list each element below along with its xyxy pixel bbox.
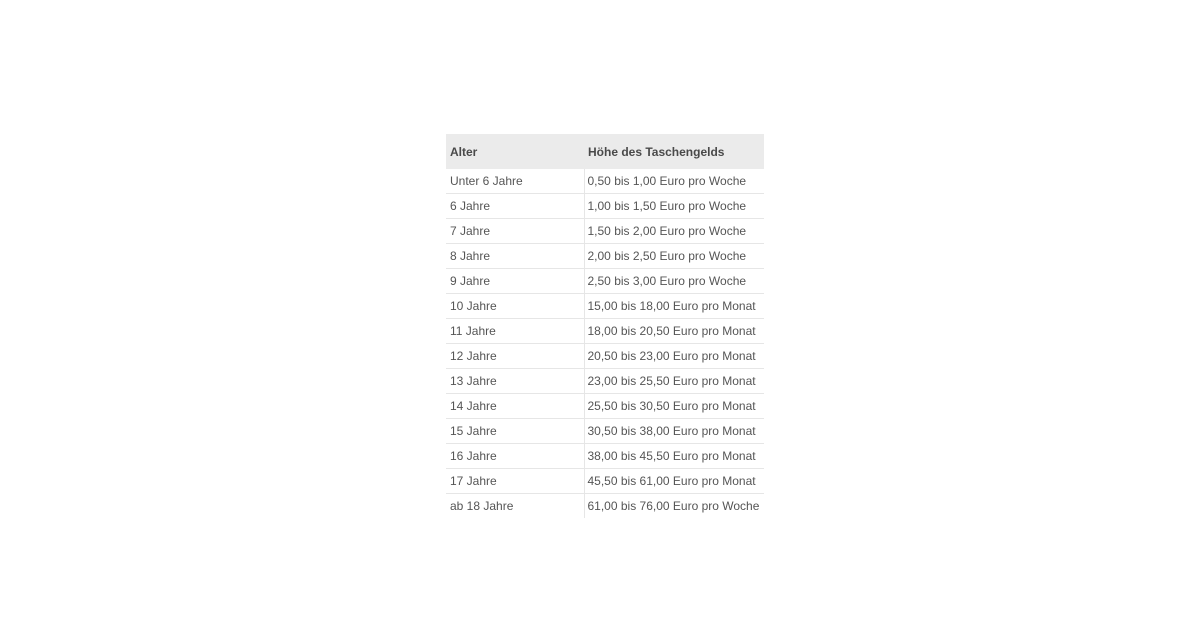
- allowance-table: [446, 134, 764, 518]
- amount-cell: 23,00 bis 25,50 Euro pro Monat: [584, 369, 764, 394]
- amount-cell: 18,00 bis 20,50 Euro pro Monat: [584, 319, 764, 344]
- table-row: [446, 419, 764, 444]
- table-row: [446, 219, 764, 244]
- amount-cell: 20,50 bis 23,00 Euro pro Monat: [584, 344, 764, 369]
- amount-cell: 1,50 bis 2,00 Euro pro Woche: [584, 219, 764, 244]
- age-cell: 10 Jahre: [446, 294, 584, 319]
- age-cell: 15 Jahre: [446, 419, 584, 444]
- age-cell: 17 Jahre: [446, 469, 584, 494]
- age-cell: 13 Jahre: [446, 369, 584, 394]
- table-row: [446, 294, 764, 319]
- table-row: [446, 369, 764, 394]
- age-cell: 7 Jahre: [446, 219, 584, 244]
- age-cell: 9 Jahre: [446, 269, 584, 294]
- amount-cell: 25,50 bis 30,50 Euro pro Monat: [584, 394, 764, 419]
- age-cell: ab 18 Jahre: [450, 499, 514, 513]
- table-row: [446, 444, 764, 469]
- amount-cell: 30,50 bis 38,00 Euro pro Monat: [584, 419, 764, 444]
- table-row: [446, 169, 764, 194]
- age-cell: 8 Jahre: [446, 244, 584, 269]
- header-row: [446, 134, 764, 169]
- amount-cell: 38,00 bis 45,50 Euro pro Monat: [584, 444, 764, 469]
- amount-cell: 0,50 bis 1,00 Euro pro Woche: [584, 169, 764, 194]
- age-cell: 16 Jahre: [446, 444, 584, 469]
- table-row: [446, 269, 764, 294]
- age-cell: 12 Jahre: [446, 344, 584, 369]
- table-row: [446, 394, 764, 419]
- table-row: [446, 319, 764, 344]
- age-cell: 6 Jahre: [446, 194, 584, 219]
- table-row: [446, 494, 764, 519]
- header-age: Alter: [446, 134, 584, 169]
- table-body: [446, 169, 764, 518]
- amount-cell: 2,00 bis 2,50 Euro pro Woche: [584, 244, 764, 269]
- amount-cell: 61,00 bis 76,00 Euro pro Woche: [584, 494, 764, 519]
- age-cell: Unter 6 Jahre: [446, 169, 584, 194]
- amount-cell: 2,50 bis 3,00 Euro pro Woche: [584, 269, 764, 294]
- table-row: [446, 244, 764, 269]
- table-row: [446, 344, 764, 369]
- age-cell: 11 Jahre: [446, 319, 584, 344]
- amount-cell: 1,00 bis 1,50 Euro pro Woche: [584, 194, 764, 219]
- amount-cell: 45,50 bis 61,00 Euro pro Monat: [584, 469, 764, 494]
- amount-cell: 15,00 bis 18,00 Euro pro Monat: [584, 294, 764, 319]
- table-header: [446, 134, 764, 169]
- age-cell: 14 Jahre: [446, 394, 584, 419]
- header-amount: Höhe des Taschengelds: [584, 134, 764, 169]
- table-row: [446, 469, 764, 494]
- table-row: [446, 194, 764, 219]
